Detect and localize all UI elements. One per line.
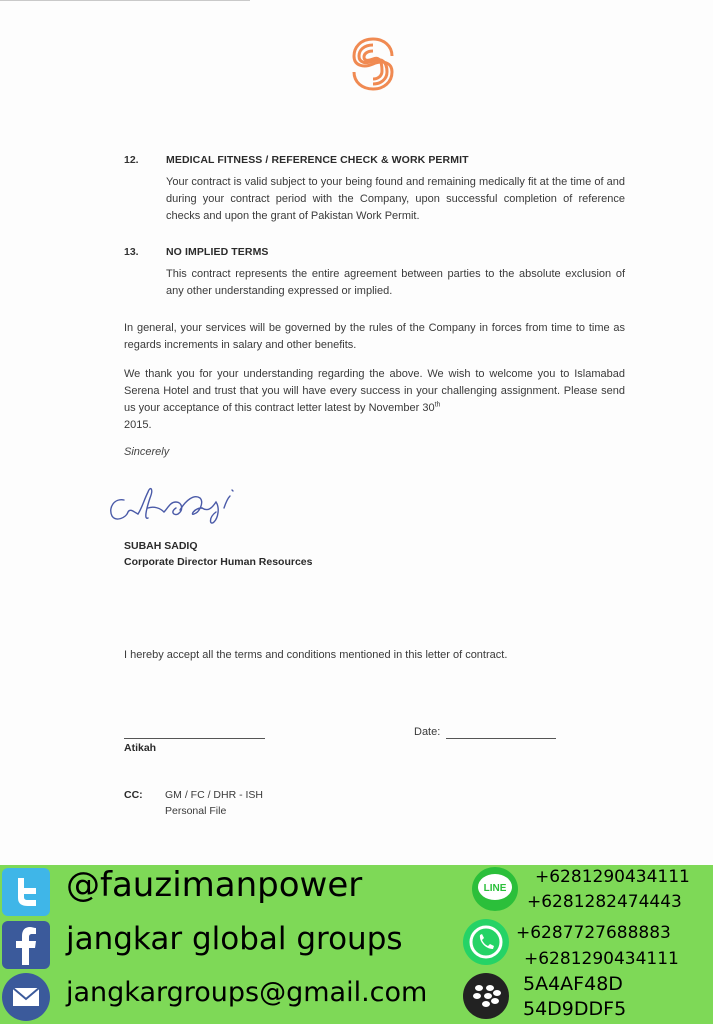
twitter-icon[interactable] [2,868,50,916]
line-phone-1[interactable]: +6281290434111 [535,867,690,887]
email-icon[interactable] [2,973,50,1021]
whatsapp-phone-1[interactable]: +6287727688883 [516,923,671,943]
line-icon-label: LINE [483,883,507,894]
thanks-text: We thank you for your understanding regarding the above. We wish to welcome you to Islamabad Serena Hotel and trust that you will have every success in your challenging assignment. Please send us your acceptance of this contract letter latest by November 30 [124,368,625,414]
thanks-paragraph [124,366,625,434]
email-address[interactable]: jangkargroups@gmail.com [66,977,428,1008]
handwritten-signature [104,478,254,528]
contact-banner [0,865,713,1024]
signer-name: SUBAH SADIQ [124,540,198,552]
cc-label: CC: [124,789,143,801]
line-phone-2[interactable]: +6281282474443 [527,892,682,912]
whatsapp-icon[interactable] [463,919,509,965]
section-13-title: NO IMPLIED TERMS [166,246,269,258]
acceptor-signature-line [124,738,265,739]
date-line [446,738,556,739]
cc-line-2: Personal File [165,805,227,817]
closing: Sincerely [124,446,170,458]
whatsapp-phone-2[interactable]: +6281290434111 [524,949,679,969]
section-12-title: MEDICAL FITNESS / REFERENCE CHECK & WORK PERMIT [166,154,469,166]
facebook-name[interactable]: jangkar global groups [66,921,403,957]
acceptor-name: Atikah [124,742,157,754]
scan-edge-line [0,0,250,1]
bbm-pin-2[interactable]: 54D9DDF5 [523,998,627,1020]
section-13-number: 13. [124,246,139,258]
acceptance-statement: I hereby accept all the terms and conditions mentioned in this letter of contract. [124,649,508,661]
line-icon[interactable] [472,867,518,911]
section-13-body: This contract represents the entire agreement between parties to the absolute exclusion of any other understanding expressed or implied. [166,268,625,297]
date-superscript: th [434,401,441,409]
date-label: Date: [414,726,441,738]
section-12-body: Your contract is valid subject to your being found and remaining medically fit at the time of and during your contract period with the Company, upon successful completion of reference checks and upon the grant of Pakistan Work Permit. [166,176,625,222]
blackberry-icon[interactable] [463,973,509,1019]
bbm-pin-1[interactable]: 5A4AF48D [523,973,623,995]
serena-logo-icon [350,36,396,92]
section-12-number: 12. [124,154,139,166]
twitter-handle[interactable]: @fauzimanpower [66,865,363,905]
cc-line-1: GM / FC / DHR - ISH [165,789,263,801]
general-paragraph: In general, your services will be governed by the rules of the Company in forces from time to time as regards increments in salary and other benefits. [124,322,625,351]
thanks-year: 2015. [124,419,152,431]
signer-title: Corporate Director Human Resources [124,556,313,568]
facebook-icon[interactable] [2,921,50,969]
